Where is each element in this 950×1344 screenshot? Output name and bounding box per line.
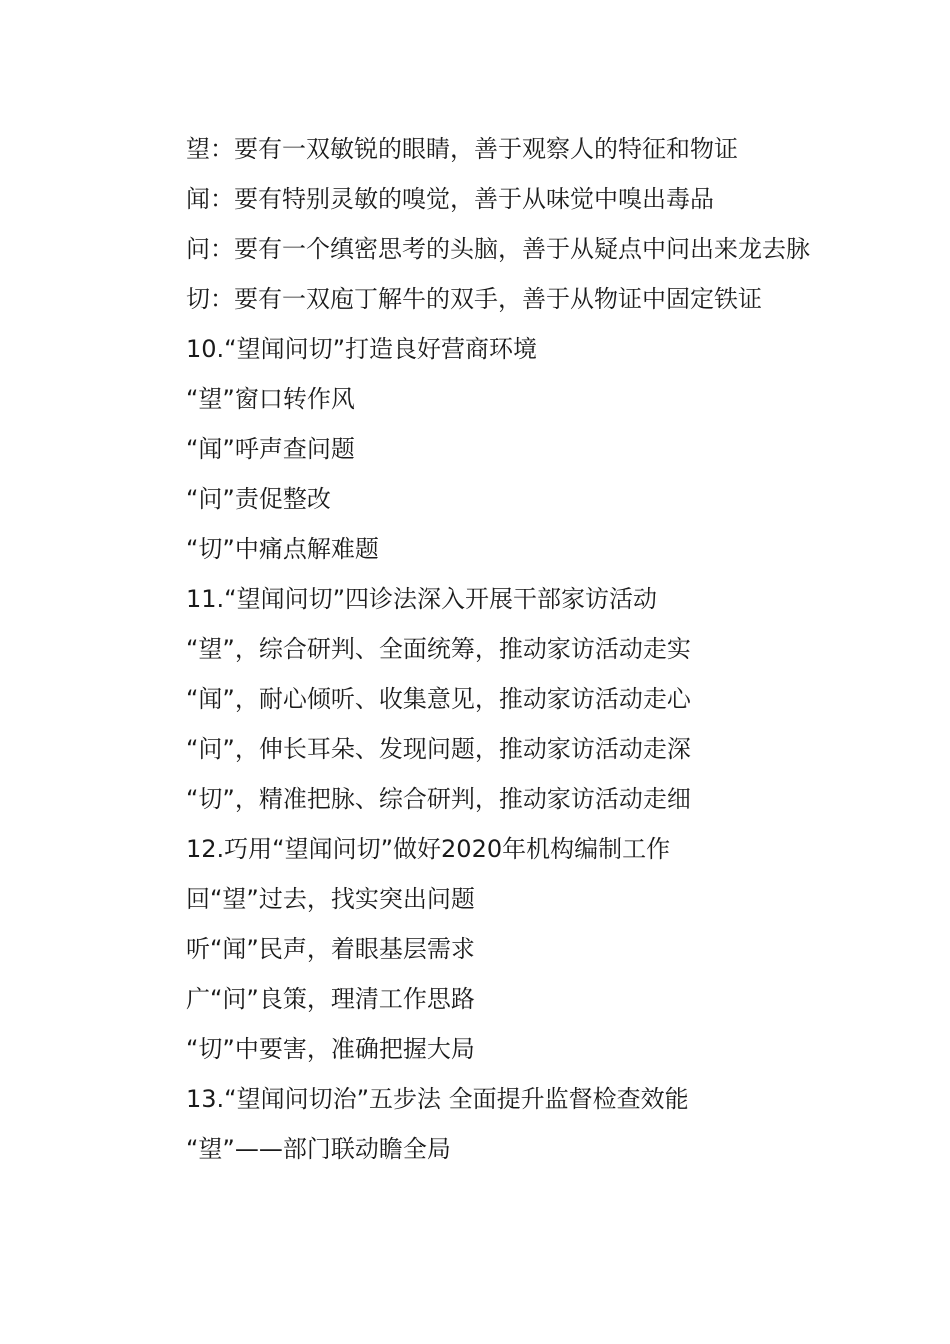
text-line: “闻”，耐心倾听、收集意见，推动家访活动走心 xyxy=(186,685,691,713)
section-heading-10: 10.“望闻问切”打造良好营商环境 xyxy=(186,335,538,363)
text-line-wen-ask: 问：要有一个缜密思考的头脑，善于从疑点中问出来龙去脉 xyxy=(186,235,810,263)
text-line: “问”责促整改 xyxy=(186,485,331,513)
text-line: “望”，综合研判、全面统筹，推动家访活动走实 xyxy=(186,635,691,663)
document-body xyxy=(146,124,826,1174)
text-line-qie: 切：要有一双庖丁解牛的双手，善于从物证中固定铁证 xyxy=(186,285,762,313)
section-heading-12: 12.巧用“望闻问切”做好2020年机构编制工作 xyxy=(186,835,671,863)
text-line: “切”，精准把脉、综合研判，推动家访活动走细 xyxy=(186,785,691,813)
text-line: 回“望”过去，找实突出问题 xyxy=(186,885,475,913)
text-line: 听“闻”民声，着眼基层需求 xyxy=(186,935,475,963)
section-heading-13: 13.“望闻问切治”五步法 全面提升监督检查效能 xyxy=(186,1085,689,1113)
text-line: 广“问”良策，理清工作思路 xyxy=(186,985,475,1013)
text-line: “望”——部门联动瞻全局 xyxy=(186,1135,451,1163)
text-line: “切”中要害，准确把握大局 xyxy=(186,1035,475,1063)
text-line-wen: 闻：要有特别灵敏的嗅觉，善于从味觉中嗅出毒品 xyxy=(186,185,714,213)
text-line: “望”窗口转作风 xyxy=(186,385,355,413)
text-line-wang: 望：要有一双敏锐的眼睛，善于观察人的特征和物证 xyxy=(186,135,738,163)
text-line: “闻”呼声查问题 xyxy=(186,435,355,463)
text-line: “切”中痛点解难题 xyxy=(186,535,379,563)
text-line: “问”，伸长耳朵、发现问题，推动家访活动走深 xyxy=(186,735,691,763)
section-heading-11: 11.“望闻问切”四诊法深入开展干部家访活动 xyxy=(186,585,658,613)
